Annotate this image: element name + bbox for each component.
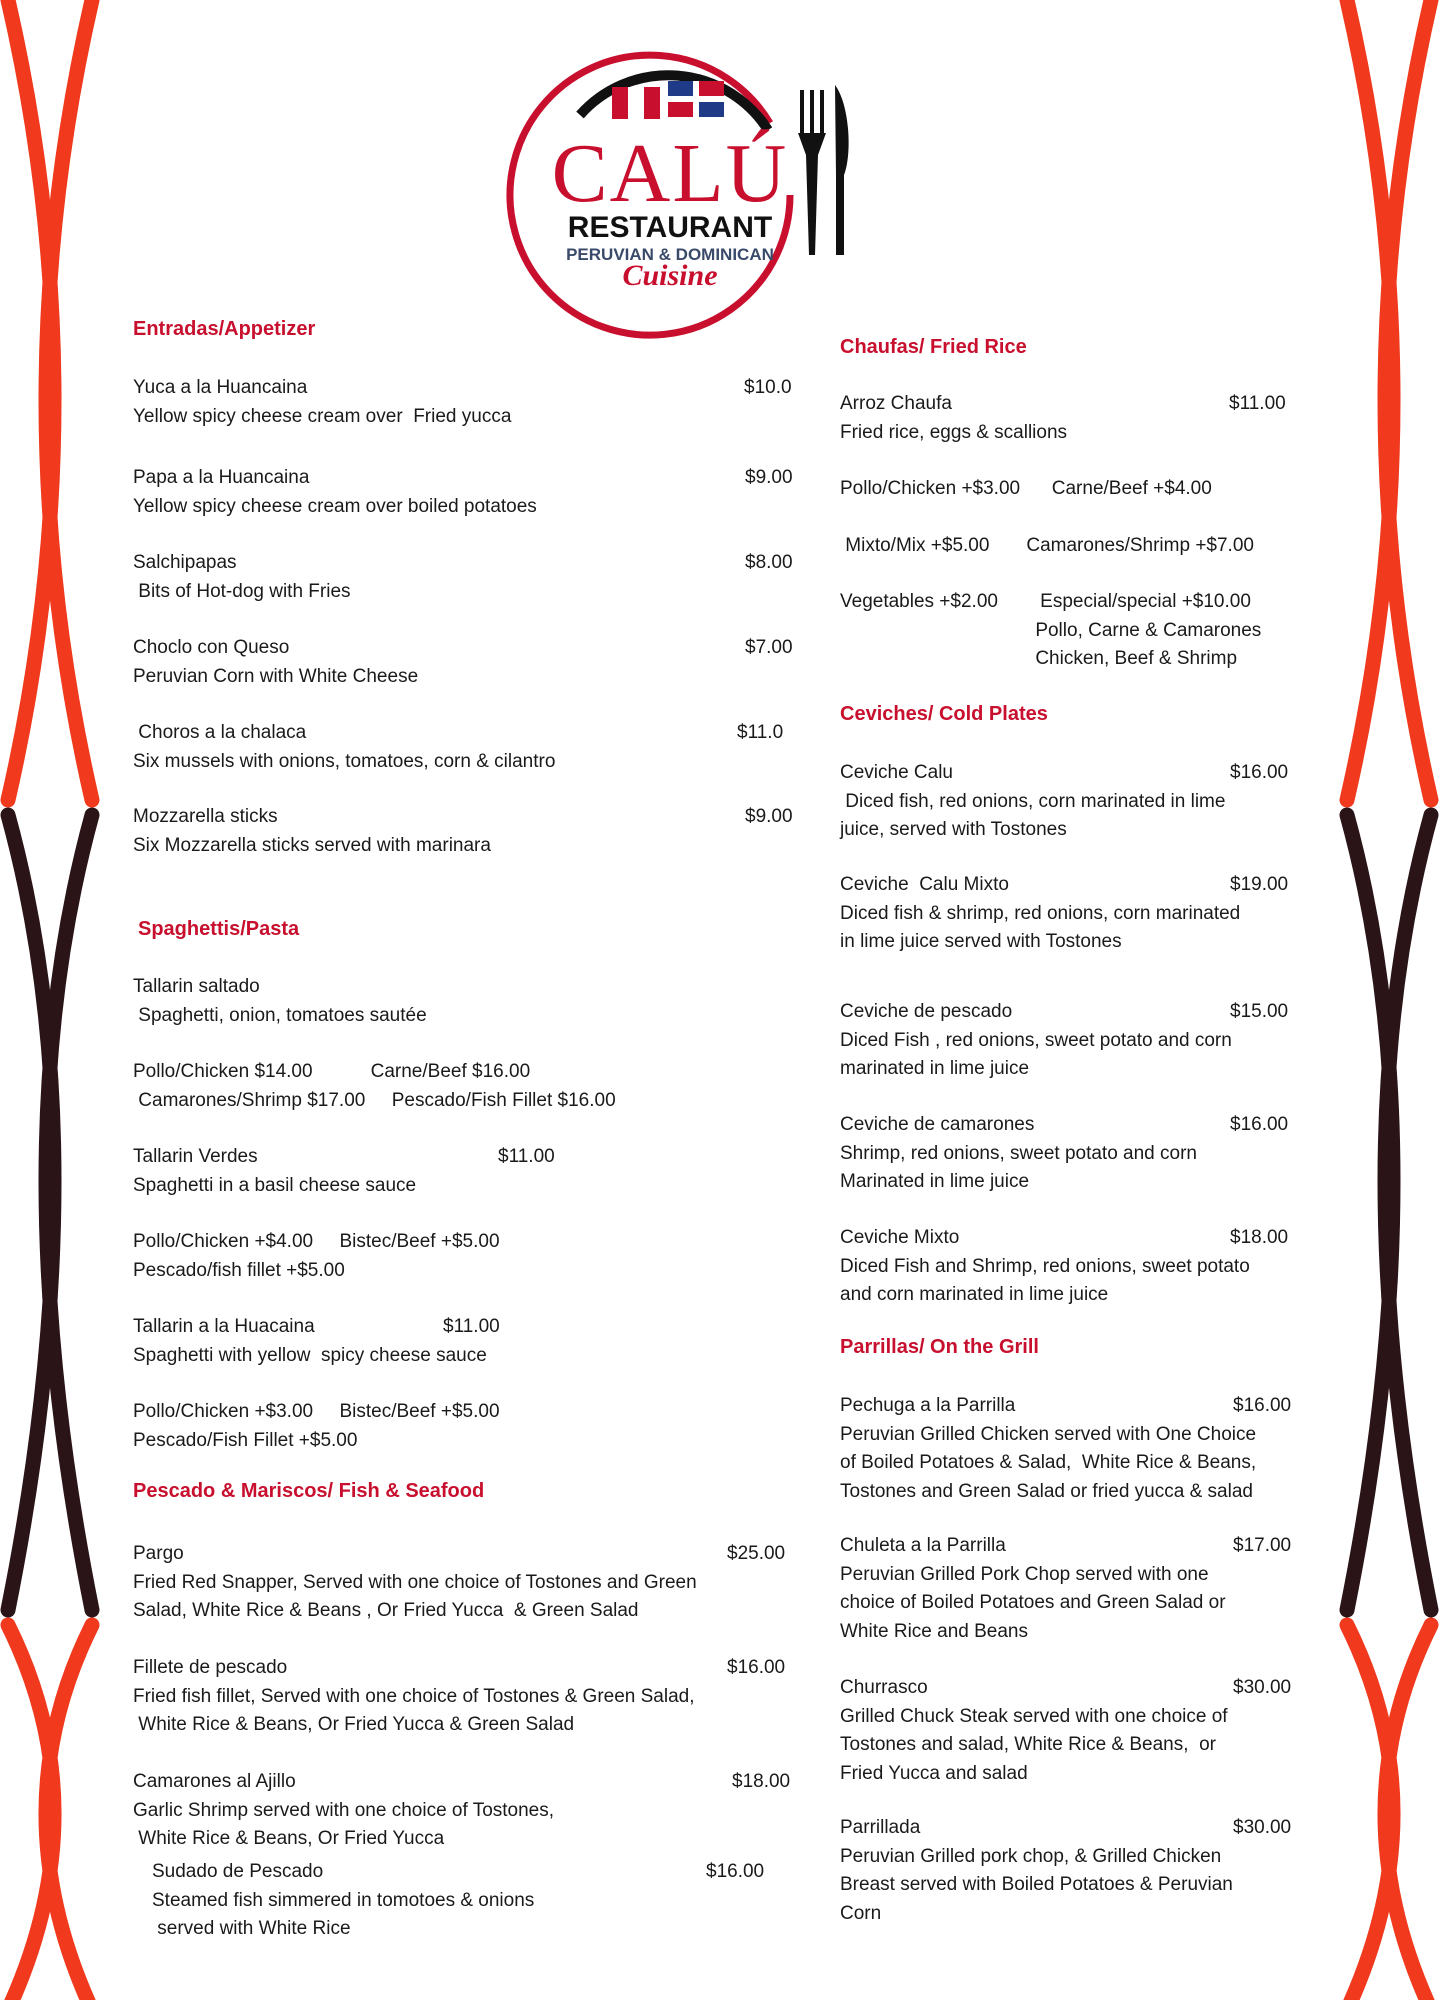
menu-item-description: Peruvian Corn with White Cheese	[133, 665, 419, 687]
menu-item-description: White Rice and Beans	[840, 1620, 1028, 1642]
menu-item-description: Pescado/Fish Fillet +$5.00	[133, 1429, 358, 1451]
menu-item	[133, 1768, 791, 1854]
menu-item-name: Parrillada	[840, 1817, 921, 1838]
menu-item	[840, 475, 1212, 504]
menu-item	[840, 1392, 1292, 1506]
logo-restaurant: RESTAURANT	[567, 211, 773, 244]
menu-item-price: $16.00	[1230, 1114, 1289, 1135]
menu-item-price: $9.00	[745, 806, 793, 827]
menu-item-description: Fried Red Snapper, Served with one choice of Tostones and Green	[133, 1571, 697, 1593]
menu-item-name: Tallarin Verdes	[133, 1146, 258, 1167]
menu-item	[133, 549, 793, 606]
menu-item-description: Fried fish fillet, Served with one choice of Tostones & Green Salad,	[133, 1685, 695, 1707]
section-title-pasta: Spaghettis/Pasta	[138, 918, 300, 940]
menu-item-price: $7.00	[745, 637, 793, 658]
menu-item-description: Shrimp, red onions, sweet potato and corn	[840, 1142, 1197, 1164]
menu-item-description: Peruvian Grilled Pork Chop served with one	[840, 1563, 1209, 1585]
menu-item-description: Marinated in lime juice	[840, 1171, 1030, 1192]
menu-item-price: $11.0	[737, 722, 784, 743]
menu-item-name: Pollo/Chicken $14.00 Carne/Beef $16.00	[133, 1061, 531, 1082]
logo-cuisine-type: PERUVIAN & DOMINICAN	[566, 245, 774, 264]
menu-item-price: $9.00	[745, 467, 793, 488]
menu-item-description: Garlic Shrimp served with one choice of Tostones,	[133, 1799, 555, 1821]
menu-item-name: Fillete de pescado	[133, 1657, 288, 1678]
menu-item-description: Yellow spicy cheese cream over Fried yucca	[133, 405, 512, 427]
menu-item-price: $11.00	[443, 1316, 500, 1337]
menu-item-description: Yellow spicy cheese cream over boiled potatoes	[133, 495, 537, 517]
menu-item-name: Mozzarella sticks	[133, 806, 278, 827]
menu-item	[840, 759, 1289, 845]
logo-name: CALÚ	[551, 127, 789, 220]
menu-item-name: Ceviche Mixto	[840, 1227, 960, 1248]
menu-item	[840, 390, 1286, 447]
menu-item-name: Ceviche de camarones	[840, 1114, 1035, 1135]
menu-item-name: Pargo	[133, 1543, 184, 1564]
menu-item-price: $16.00	[727, 1657, 786, 1678]
menu-item	[133, 1228, 500, 1285]
menu-item	[152, 1858, 765, 1944]
menu-item	[840, 1111, 1289, 1197]
menu-item-description: Breast served with Boiled Potatoes & Peruvian	[840, 1874, 1233, 1895]
menu-item-name: Tallarin a la Huacaina	[133, 1316, 315, 1337]
menu-item-description: Diced Fish , red onions, sweet potato and corn	[840, 1029, 1232, 1051]
menu-item-description: of Boiled Potatoes & Salad, White Rice & Beans,	[840, 1452, 1257, 1473]
menu-item-description: Six mussels with onions, tomatoes, corn & cilantro	[133, 750, 556, 772]
menu-item-price: $16.00	[706, 1861, 765, 1882]
menu-item-description: Spaghetti, onion, tomatoes sautée	[133, 1004, 427, 1026]
menu-item-description: Fried Yucca and salad	[840, 1762, 1028, 1784]
menu-item-description: Corn	[840, 1902, 882, 1924]
menu-item-name: Mixto/Mix +$5.00 Camarones/Shrimp +$7.00	[840, 535, 1254, 556]
menu-item-price: $17.00	[1233, 1535, 1292, 1556]
menu-item-description: Diced fish, red onions, corn marinated in lime	[840, 790, 1226, 812]
section-title-appetizers: Entradas/Appetizer	[133, 318, 316, 340]
menu-item	[133, 803, 793, 860]
restaurant-logo	[500, 45, 860, 345]
menu-item	[133, 464, 793, 521]
section-title-chaufas: Chaufas/ Fried Rice	[840, 336, 1027, 358]
menu-item	[133, 1540, 786, 1626]
menu-item-description: Spaghetti with yellow spicy cheese sauce	[133, 1344, 487, 1366]
menu-item-description: served with White Rice	[152, 1918, 351, 1939]
menu-item	[840, 998, 1289, 1084]
menu-item-name: Salchipapas	[133, 552, 237, 573]
menu-item-price: $19.00	[1230, 874, 1289, 895]
menu-item-description: Peruvian Grilled Chicken served with One Choice	[840, 1423, 1257, 1445]
menu-item-name: Ceviche Calu Mixto	[840, 874, 1009, 895]
menu-item-name: Yuca a la Huancaina	[133, 377, 308, 398]
menu-item	[133, 1654, 786, 1740]
menu-item-description: Diced Fish and Shrimp, red onions, sweet potato	[840, 1255, 1250, 1277]
menu-item	[133, 634, 793, 691]
menu-item-price: $25.00	[727, 1543, 786, 1564]
menu-item-price: $16.00	[1233, 1395, 1292, 1416]
menu-item-price: $18.00	[1230, 1227, 1289, 1248]
menu-item-price: $30.00	[1233, 1677, 1292, 1698]
menu-item-description: Grilled Chuck Steak served with one choice of	[840, 1705, 1228, 1727]
menu-item	[840, 871, 1289, 957]
menu-item-name: Chuleta a la Parrilla	[840, 1535, 1006, 1556]
section-title-seafood: Pescado & Mariscos/ Fish & Seafood	[133, 1480, 485, 1502]
menu-item	[840, 1814, 1292, 1928]
menu-item-description: choice of Boiled Potatoes and Green Salad or	[840, 1592, 1226, 1613]
menu-item	[133, 1058, 616, 1115]
menu-item	[133, 1143, 555, 1200]
menu-item-description: Six Mozzarella sticks served with marinara	[133, 834, 491, 856]
menu-item-name: Pollo/Chicken +$4.00 Bistec/Beef +$5.00	[133, 1231, 500, 1252]
menu-item-name: Sudado de Pescado	[152, 1861, 324, 1882]
menu-item	[840, 1674, 1292, 1788]
menu-item-description: Chicken, Beef & Shrimp	[840, 648, 1238, 669]
menu-item	[840, 588, 1261, 674]
menu-item-price: $10.0	[744, 377, 792, 398]
menu-item-description: and corn marinated in lime juice	[840, 1284, 1109, 1305]
menu-item-name: Vegetables +$2.00 Especial/special +$10.00	[840, 591, 1251, 612]
section-title-ceviches: Ceviches/ Cold Plates	[840, 703, 1048, 725]
menu-item	[133, 973, 427, 1030]
section-title-grill: Parrillas/ On the Grill	[840, 1336, 1039, 1358]
menu-item	[840, 532, 1254, 561]
menu-item-description: Pescado/fish fillet +$5.00	[133, 1259, 345, 1281]
menu-item-price: $11.00	[1229, 393, 1286, 414]
menu-item-description: Camarones/Shrimp $17.00 Pescado/Fish Fillet $16.00	[133, 1089, 616, 1111]
menu-item-name: Pollo/Chicken +$3.00 Carne/Beef +$4.00	[840, 478, 1212, 499]
menu-item-name: Churrasco	[840, 1677, 928, 1698]
menu-item-price: $30.00	[1233, 1817, 1292, 1838]
menu-item-price: $16.00	[1230, 762, 1289, 783]
menu-item	[133, 374, 792, 431]
menu-item	[840, 1224, 1289, 1310]
menu-item-price: $15.00	[1230, 1001, 1289, 1022]
menu-item-name: Arroz Chaufa	[840, 393, 952, 414]
menu-item-name: Ceviche de pescado	[840, 1001, 1013, 1022]
menu-item-description: Pollo, Carne & Camarones	[840, 619, 1262, 641]
menu-item-description: marinated in lime juice	[840, 1058, 1030, 1079]
menu-item-name: Tallarin saltado	[133, 976, 260, 997]
menu-item	[133, 1398, 500, 1455]
menu-item	[133, 719, 784, 776]
menu-item-description: Fried rice, eggs & scallions	[840, 421, 1068, 443]
menu-item-description: White Rice & Beans, Or Fried Yucca & Green Salad	[133, 1714, 575, 1735]
menu-item-description: Steamed fish simmered in tomotoes & onions	[152, 1889, 535, 1911]
menu-item-name: Pollo/Chicken +$3.00 Bistec/Beef +$5.00	[133, 1401, 500, 1422]
menu-item-price: $18.00	[732, 1771, 791, 1792]
menu-item-description: Peruvian Grilled pork chop, & Grilled Chicken	[840, 1845, 1222, 1867]
menu-item-description: Tostones and Green Salad or fried yucca & salad	[840, 1480, 1253, 1502]
menu-item-description: Tostones and salad, White Rice & Beans, or	[840, 1734, 1216, 1755]
menu-item-description: Salad, White Rice & Beans , Or Fried Yucca & Green Salad	[133, 1600, 639, 1621]
menu-item-description: Diced fish & shrimp, red onions, corn marinated	[840, 902, 1241, 924]
menu-item-price: $11.00	[498, 1146, 555, 1167]
menu-item-price: $8.00	[745, 552, 793, 573]
menu-item-description: White Rice & Beans, Or Fried Yucca	[133, 1828, 445, 1849]
menu-item-name: Choclo con Queso	[133, 637, 290, 658]
menu-item	[133, 1313, 500, 1370]
menu-item-name: Choros a la chalaca	[133, 722, 307, 743]
menu-item-description: in lime juice served with Tostones	[840, 931, 1122, 952]
menu-item-name: Papa a la Huancaina	[133, 467, 310, 488]
menu-item	[840, 1532, 1292, 1646]
menu-item-description: Spaghetti in a basil cheese sauce	[133, 1174, 417, 1196]
menu-item-name: Camarones al Ajillo	[133, 1771, 296, 1792]
menu-item-name: Pechuga a la Parrilla	[840, 1395, 1016, 1416]
menu-item-description: Bits of Hot-dog with Fries	[133, 580, 351, 602]
menu-item-description: juice, served with Tostones	[840, 819, 1067, 840]
logo-cuisine: Cuisine	[622, 259, 718, 292]
menu-item-name: Ceviche Calu	[840, 762, 953, 783]
